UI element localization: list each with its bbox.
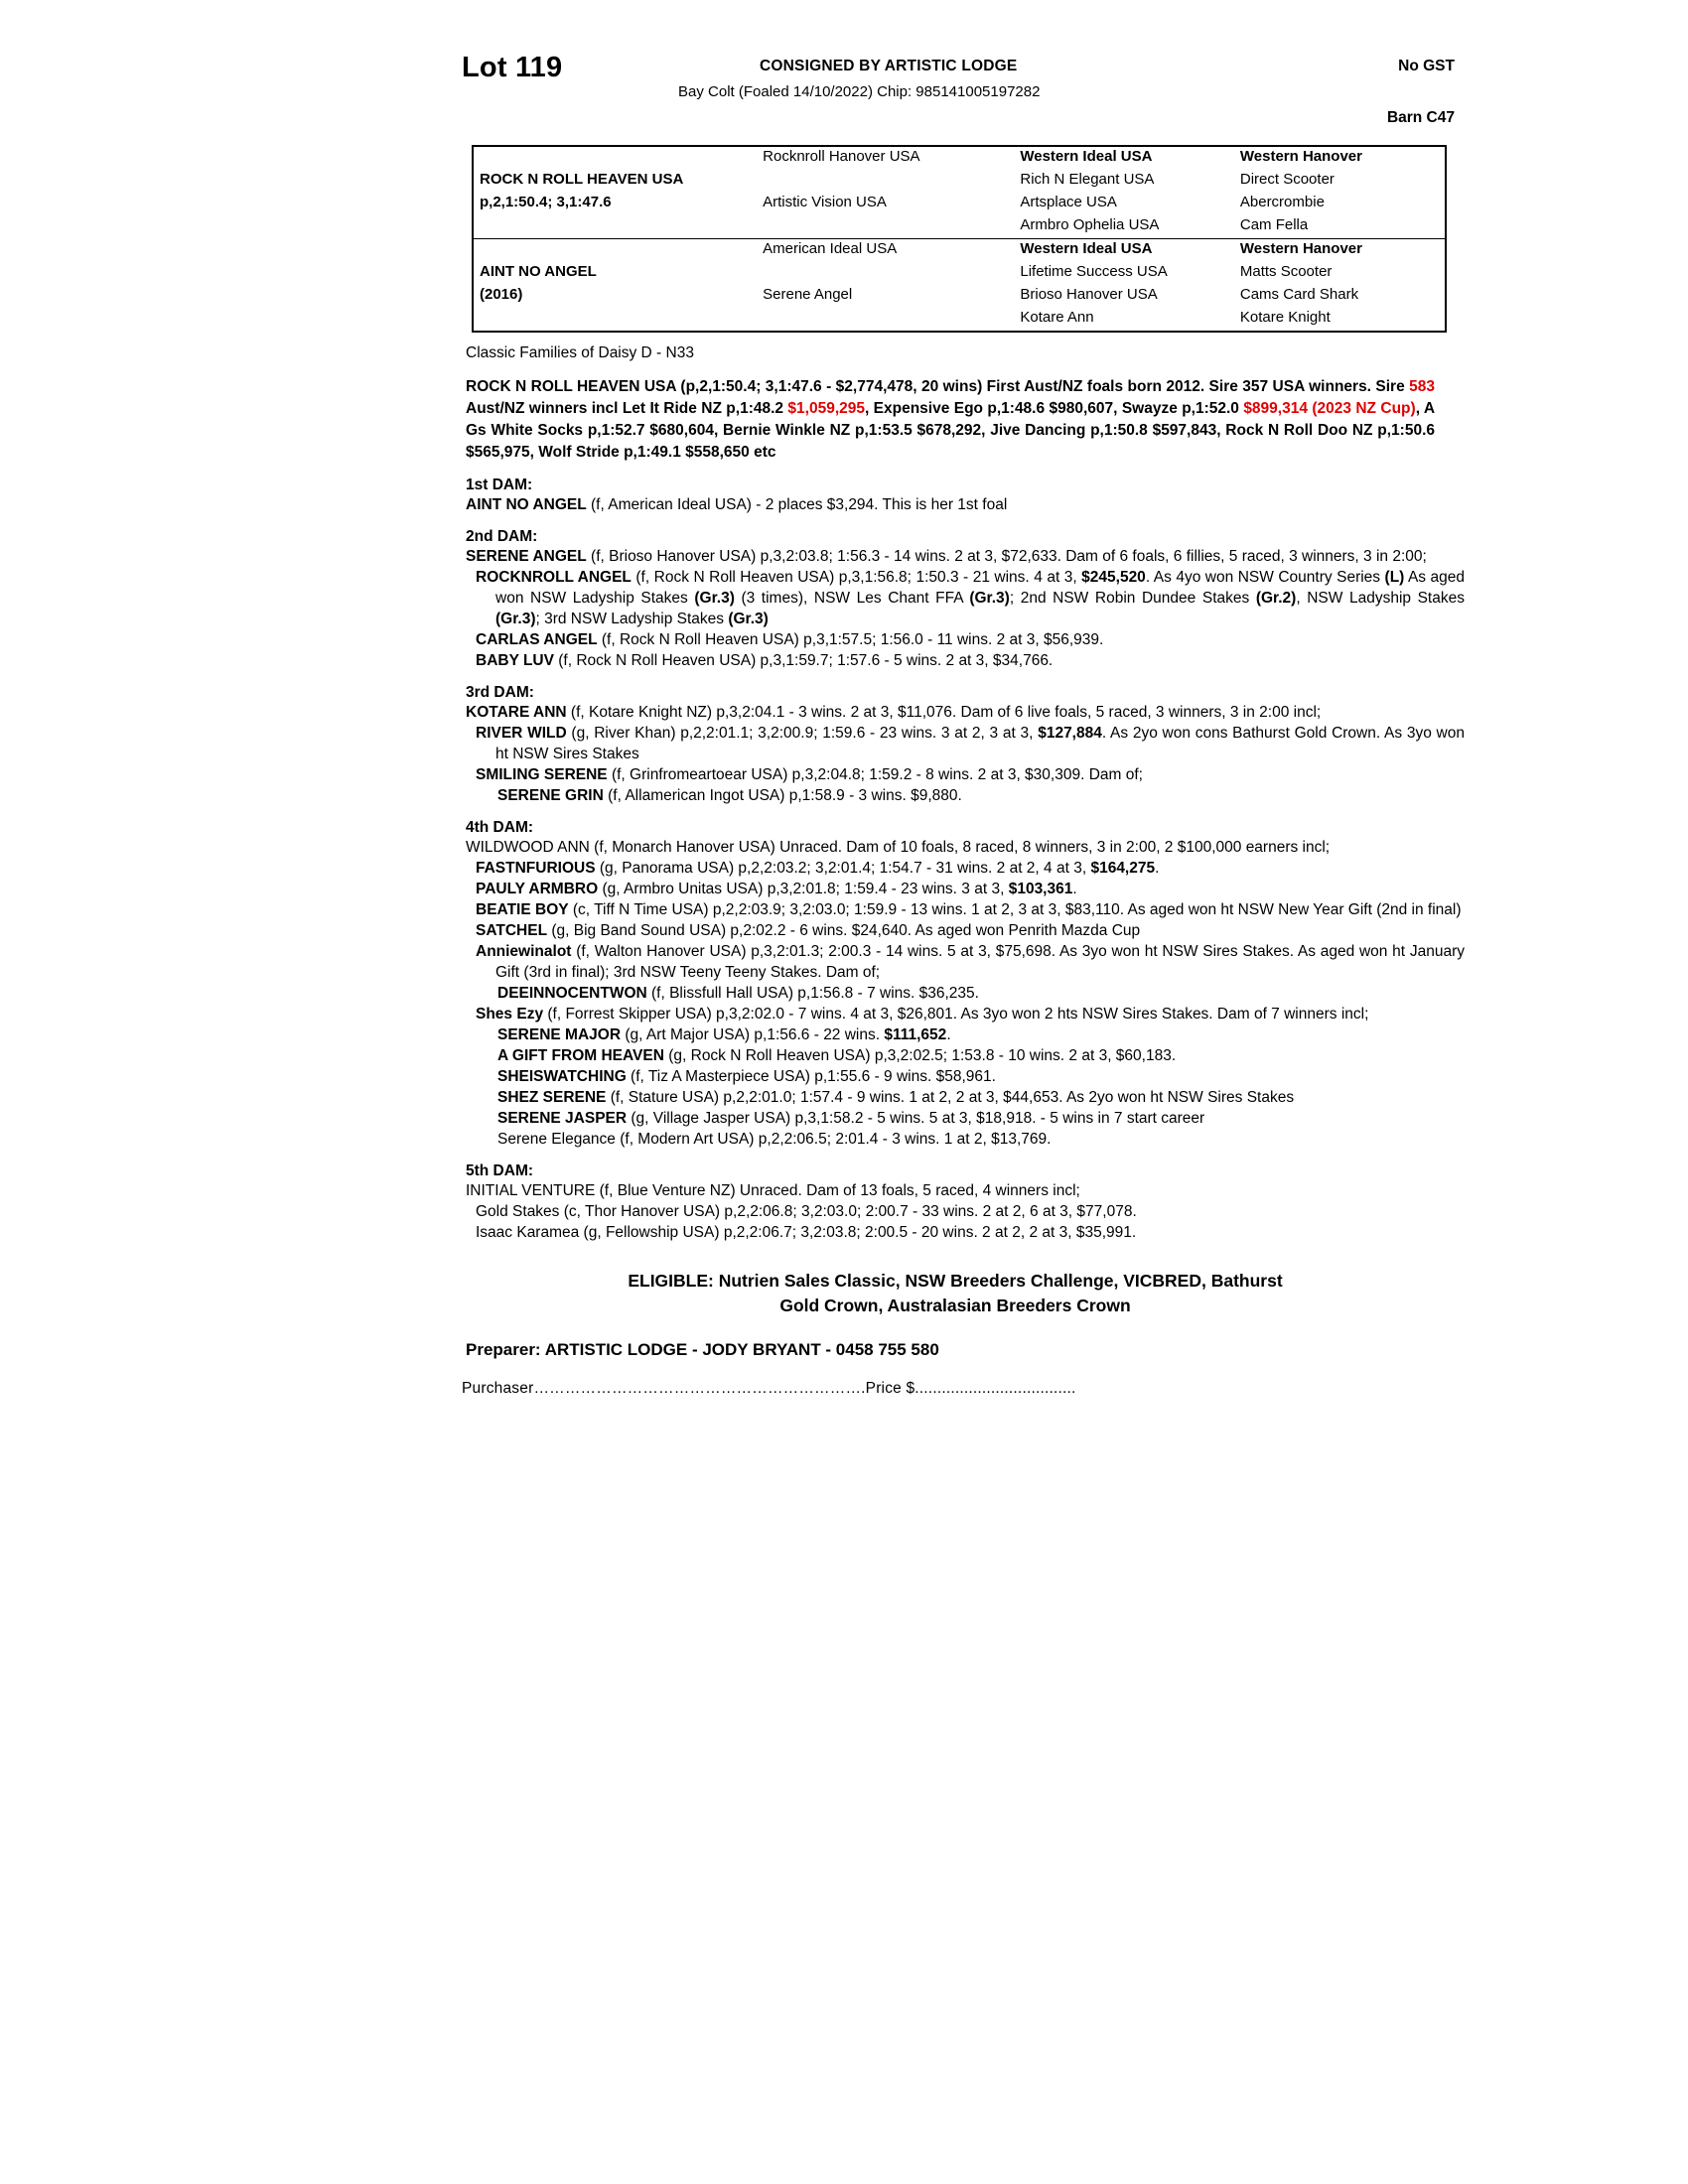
page-header xyxy=(462,48,1455,143)
entry-detail: (g, Rock N Roll Heaven USA) p,3,2:02.5; 1:53.8 - 10 wins. 2 at 3, $60,183. xyxy=(663,1047,1177,1064)
pedigree-cell-gen3: Artsplace USA xyxy=(1020,194,1117,210)
entry-name: ROCKNROLL ANGEL xyxy=(476,569,632,586)
entry-detail: (g, Big Band Sound USA) p,2:02.2 - 6 wins. $24,640. As aged won Penrith Mazda Cup xyxy=(547,922,1141,939)
pedigree-cell-gen2 xyxy=(757,170,1014,193)
entry-detail: (f, Rock N Roll Heaven USA) p,3,1:59.7; 1:57.6 - 5 wins. 2 at 3, $34,766. xyxy=(553,652,1054,669)
entry-name: SHEZ SERENE xyxy=(497,1089,607,1106)
pedigree-cell-gen1: AINT NO ANGEL xyxy=(480,263,597,280)
entry-name: SERENE ANGEL xyxy=(466,548,587,565)
pedigree-row xyxy=(474,170,1445,193)
entry-detail: (f, Brioso Hanover USA) p,3,2:03.8; 1:56.3 - 14 wins. 2 at 3, $72,633. Dam of 6 foals, 6 fillies, 5 raced, 3 winners, 3 in 2:00; xyxy=(586,548,1427,565)
sire-text-2: Aust/NZ winners incl Let It Ride NZ p,1:48.2 xyxy=(466,400,788,417)
pedigree-cell-gen3: Rich N Elegant USA xyxy=(1020,171,1155,188)
pedigree-cell-gen3: Western Ideal USA xyxy=(1014,239,1234,263)
entry-name: BEATIE BOY xyxy=(476,901,569,918)
consignor-line: CONSIGNED BY ARTISTIC LODGE xyxy=(760,58,1018,74)
entry-detail: (g, Village Jasper USA) p,3,1:58.2 - 5 wins. 5 at 3, $18,918. - 5 wins in 7 start career xyxy=(627,1110,1205,1127)
entry-detail: (g, River Khan) p,2,2:01.1; 3,2:00.9; 1:59.6 - 23 wins. 3 at 2, 3 at 3, $127,884. As 2yo won cons Bathurst Gold Crown. As 3yo won ht NSW Sires Stakes xyxy=(495,725,1465,762)
dam-heading: 2nd DAM: xyxy=(466,528,538,545)
entry-detail: (c, Tiff N Time USA) p,2,2:03.9; 3,2:03.0; 1:59.9 - 13 wins. 1 at 2, 3 at 3, $83,110. As aged won ht NSW New Year Gift (2nd in final) xyxy=(568,901,1462,918)
entry-detail: (g, Art Major USA) p,1:56.6 - 22 wins. $111,652. xyxy=(621,1026,951,1043)
pedigree-cell-gen1 xyxy=(474,215,757,239)
entry-name: INITIAL VENTURE xyxy=(466,1182,596,1199)
pedigree-entry xyxy=(466,785,1488,806)
entry-detail: (g, Fellowship USA) p,2,2:06.7; 3,2:03.8; 2:00.5 - 20 wins. 2 at 2, 2 at 3, $35,991. xyxy=(579,1224,1137,1241)
pedigree-cell-gen3: Lifetime Success USA xyxy=(1020,263,1168,280)
pedigree-entry xyxy=(466,1087,1488,1108)
pedigree-cell-gen2 xyxy=(757,215,1014,239)
pedigree-entry xyxy=(466,1024,1488,1045)
pedigree-entry xyxy=(466,702,1439,723)
pedigree-entry xyxy=(466,941,1465,983)
entry-name: SHEISWATCHING xyxy=(497,1068,627,1085)
entry-detail: (g, Armbro Unitas USA) p,3,2:01.8; 1:59.4 - 23 wins. 3 at 3, $103,361. xyxy=(598,881,1077,897)
pedigree-cell-gen2: Rocknroll Hanover USA xyxy=(763,148,920,165)
gst-status: No GST xyxy=(1398,58,1455,74)
purchaser-line: Purchaser……………………………………………………….Price $.................................... xyxy=(462,1380,1076,1397)
classic-families: Classic Families of Daisy D - N33 xyxy=(466,344,694,361)
sire-text-3: , Expensive Ego p,1:48.6 $980,607, Swayze p,1:52.0 xyxy=(864,400,1244,417)
entry-name: KOTARE ANN xyxy=(466,704,567,721)
pedigree-entry xyxy=(466,983,1488,1004)
pedigree-row xyxy=(474,239,1445,263)
pedigree-cell-gen1 xyxy=(474,308,757,331)
pedigree-cell-gen3: Armbro Ophelia USA xyxy=(1020,216,1160,233)
entry-detail: (f, Grinfromeartoear USA) p,3,2:04.8; 1:59.2 - 8 wins. 2 at 3, $30,309. Dam of; xyxy=(607,766,1143,783)
entry-detail: (f, Rock N Roll Heaven USA) p,3,1:56.8; 1:50.3 - 21 wins. 4 at 3, $245,520. As 4yo won NSW Country Series (L) As aged won NSW Ladyship Stakes (Gr.3) (3 times), NSW Les Chant FFA (Gr.3); 2nd NSW Robin Dundee Stakes (Gr.2), NSW Ladyship Stakes (Gr.3); 3rd NSW Ladyship Stakes (Gr.3) xyxy=(495,569,1466,627)
pedigree-cell-gen3: Western Ideal USA xyxy=(1020,148,1153,165)
preparer-line: Preparer: ARTISTIC LODGE - JODY BRYANT - 0458 755 580 xyxy=(466,1340,939,1359)
entry-name: Isaac Karamea xyxy=(476,1224,580,1241)
entry-name: Shes Ezy xyxy=(476,1006,544,1023)
entry-detail: (f, Tiz A Masterpiece USA) p,1:55.6 - 9 wins. $58,961. xyxy=(626,1068,996,1085)
entry-name: SERENE MAJOR xyxy=(497,1026,622,1043)
entry-name: Serene Elegance xyxy=(497,1131,616,1148)
pedigree-cell-gen1 xyxy=(474,147,757,170)
pedigree-entry xyxy=(466,1129,1488,1150)
pedigree-row xyxy=(474,262,1445,285)
eligible-block xyxy=(466,1269,1435,1318)
entry-name: AINT NO ANGEL xyxy=(466,496,587,513)
pedigree-cell-gen4: Western Hanover xyxy=(1234,239,1445,263)
entry-name: CARLAS ANGEL xyxy=(476,631,598,648)
pedigree-cell-gen2: American Ideal USA xyxy=(757,239,1014,263)
entry-detail: (c, Thor Hanover USA) p,2,2:06.8; 3,2:03.0; 2:00.7 - 33 wins. 2 at 2, 6 at 3, $77,078. xyxy=(559,1203,1137,1220)
pedigree-row xyxy=(474,193,1445,215)
sire-winners-count: 583 xyxy=(1409,378,1435,395)
entry-name: Anniewinalot xyxy=(476,943,572,960)
pedigree-entry xyxy=(466,879,1465,899)
entry-detail: (g, Panorama USA) p,2,2:03.2; 3,2:01.4; 1:54.7 - 31 wins. 2 at 2, 4 at 3, $164,275. xyxy=(595,860,1160,877)
entry-name: WILDWOOD ANN xyxy=(466,839,590,856)
pedigree-entry xyxy=(466,494,1439,515)
pedigree-entry xyxy=(466,650,1465,671)
pedigree-cell-gen2 xyxy=(757,262,1014,285)
pedigree-cell-gen4: Cams Card Shark xyxy=(1239,286,1359,303)
pedigree-entry xyxy=(466,723,1465,764)
pedigree-entry xyxy=(466,567,1465,629)
entry-detail: (f, Rock N Roll Heaven USA) p,3,1:57.5; 1:56.0 - 11 wins. 2 at 3, $56,939. xyxy=(597,631,1104,648)
pedigree-cell-gen2 xyxy=(757,308,1014,331)
pedigree-entry xyxy=(466,920,1465,941)
entry-detail: (f, Monarch Hanover USA) Unraced. Dam of 10 foals, 8 raced, 8 winners, 3 in 2:00, 2 $100,000 earners incl; xyxy=(589,839,1331,856)
pedigree-entry xyxy=(466,837,1439,858)
pedigree-cell-gen4: Western Hanover xyxy=(1239,148,1362,165)
pedigree-entry xyxy=(466,1066,1488,1087)
entry-name: Gold Stakes xyxy=(476,1203,560,1220)
pedigree-cell-gen3: Brioso Hanover USA xyxy=(1020,286,1158,303)
entry-name: BABY LUV xyxy=(476,652,554,669)
pedigree-row xyxy=(474,215,1445,239)
entry-name: DEEINNOCENTWON xyxy=(497,985,647,1002)
pedigree-cell-gen3: Kotare Ann xyxy=(1020,309,1094,326)
pedigree-cell-gen1: (2016) xyxy=(480,286,523,303)
sire-text-1: ROCK N ROLL HEAVEN USA (p,2,1:50.4; 3,1:47.6 - $2,774,478, 20 wins) First Aust/NZ foals born 2012. Sire 357 USA winners. Sire xyxy=(466,378,1410,395)
sire-earnings-1: $1,059,295 xyxy=(787,400,865,417)
dam-heading: 5th DAM: xyxy=(466,1162,534,1179)
entry-detail: (f, American Ideal USA) - 2 places $3,294. This is her 1st foal xyxy=(586,496,1008,513)
entry-detail: (f, Allamerican Ingot USA) p,1:58.9 - 3 wins. $9,880. xyxy=(603,787,962,804)
pedigree-cell-gen4: Abercrombie xyxy=(1239,194,1325,210)
entry-detail: (f, Forrest Skipper USA) p,3,2:02.0 - 7 wins. 4 at 3, $26,801. As 3yo won 2 hts NSW Sires Stakes. Dam of 7 winners incl; xyxy=(543,1006,1369,1023)
pedigree-entry xyxy=(466,1108,1488,1129)
pedigree-entry xyxy=(466,899,1465,920)
pedigree-entry xyxy=(466,1222,1465,1243)
entry-detail: (f, Blissfull Hall USA) p,1:56.8 - 7 wins. $36,235. xyxy=(646,985,979,1002)
entry-detail: (f, Stature USA) p,2,2:01.0; 1:57.4 - 9 wins. 1 at 2, 2 at 3, $44,653. As 2yo won ht NSW Sires Stakes xyxy=(606,1089,1295,1106)
sire-text-4: , A Gs White Socks p,1:52.7 $680,604, Bernie Winkle NZ p,1:53.5 $678,292, Jive Dancing p,1:50.8 $597,843, Rock N Roll Doo NZ p,1:50.6 $565,975, Wolf Stride p,1:49.1 $558,650 etc xyxy=(466,400,1436,461)
pedigree-cell-gen1 xyxy=(474,239,757,263)
eligible-line-1: ELIGIBLE: Nutrien Sales Classic, NSW Breeders Challenge, VICBRED, Bathurst xyxy=(628,1271,1283,1291)
dam-heading: 1st DAM: xyxy=(466,477,533,493)
entry-detail: (f, Blue Venture NZ) Unraced. Dam of 13 foals, 5 raced, 4 winners incl; xyxy=(595,1182,1080,1199)
entry-detail: (f, Walton Hanover USA) p,3,2:01.3; 2:00.3 - 14 wins. 5 at 3, $75,698. As 3yo won ht NSW Sires Stakes. As aged won ht January Gift (3rd in final); 3rd NSW Teeny Teeny Stakes. Dam of; xyxy=(495,943,1465,981)
pedigree-entry xyxy=(466,1201,1465,1222)
entry-name: SATCHEL xyxy=(476,922,548,939)
entry-name: PAULY ARMBRO xyxy=(476,881,599,897)
dam-sections xyxy=(462,477,1466,1243)
pedigree-cell-gen1: p,2,1:50.4; 3,1:47.6 xyxy=(480,194,612,210)
eligible-line-2: Gold Crown, Australasian Breeders Crown xyxy=(779,1296,1131,1315)
entry-name: SMILING SERENE xyxy=(476,766,608,783)
pedigree-cell-gen4: Cam Fella xyxy=(1239,216,1309,233)
horse-description: Bay Colt (Foaled 14/10/2022) Chip: 985141005197282 xyxy=(678,83,1041,100)
pedigree-entry xyxy=(466,1180,1439,1201)
pedigree-entry xyxy=(466,858,1465,879)
entry-name: SERENE JASPER xyxy=(497,1110,628,1127)
dam-heading: 4th DAM: xyxy=(466,819,534,836)
pedigree-table xyxy=(472,145,1447,333)
sire-earnings-2: $899,314 (2023 NZ Cup) xyxy=(1243,400,1416,417)
pedigree-cell-gen4: Kotare Knight xyxy=(1239,309,1331,326)
pedigree-row xyxy=(474,308,1445,331)
pedigree-entry xyxy=(466,1045,1488,1066)
pedigree-cell-gen4: Direct Scooter xyxy=(1239,171,1335,188)
entry-name: RIVER WILD xyxy=(476,725,567,742)
sire-summary xyxy=(466,376,1435,464)
pedigree-row xyxy=(474,147,1445,170)
entry-detail: (f, Kotare Knight NZ) p,3,2:04.1 - 3 wins. 2 at 3, $11,076. Dam of 6 live foals, 5 raced, 3 winners, 3 in 2:00 incl; xyxy=(566,704,1322,721)
barn-number: Barn C47 xyxy=(1386,109,1455,126)
entry-name: SERENE GRIN xyxy=(497,787,604,804)
pedigree-cell-gen1: ROCK N ROLL HEAVEN USA xyxy=(480,171,684,188)
lot-number: Lot 119 xyxy=(462,52,563,83)
pedigree-entry xyxy=(466,546,1439,567)
entry-name: A GIFT FROM HEAVEN xyxy=(497,1047,664,1064)
entry-name: FASTNFURIOUS xyxy=(476,860,596,877)
pedigree-entry xyxy=(466,1004,1465,1024)
dam-heading: 3rd DAM: xyxy=(466,684,534,701)
pedigree-entry xyxy=(466,764,1465,785)
pedigree-cell-gen4: Matts Scooter xyxy=(1239,263,1333,280)
catalogue-sheet xyxy=(462,48,1466,1398)
pedigree-cell-gen2: Serene Angel xyxy=(763,286,853,303)
pedigree-cell-gen2: Artistic Vision USA xyxy=(763,194,887,210)
entry-detail: (f, Modern Art USA) p,2,2:06.5; 2:01.4 - 3 wins. 1 at 2, $13,769. xyxy=(615,1131,1052,1148)
pedigree-row xyxy=(474,285,1445,308)
pedigree-entry xyxy=(466,629,1465,650)
